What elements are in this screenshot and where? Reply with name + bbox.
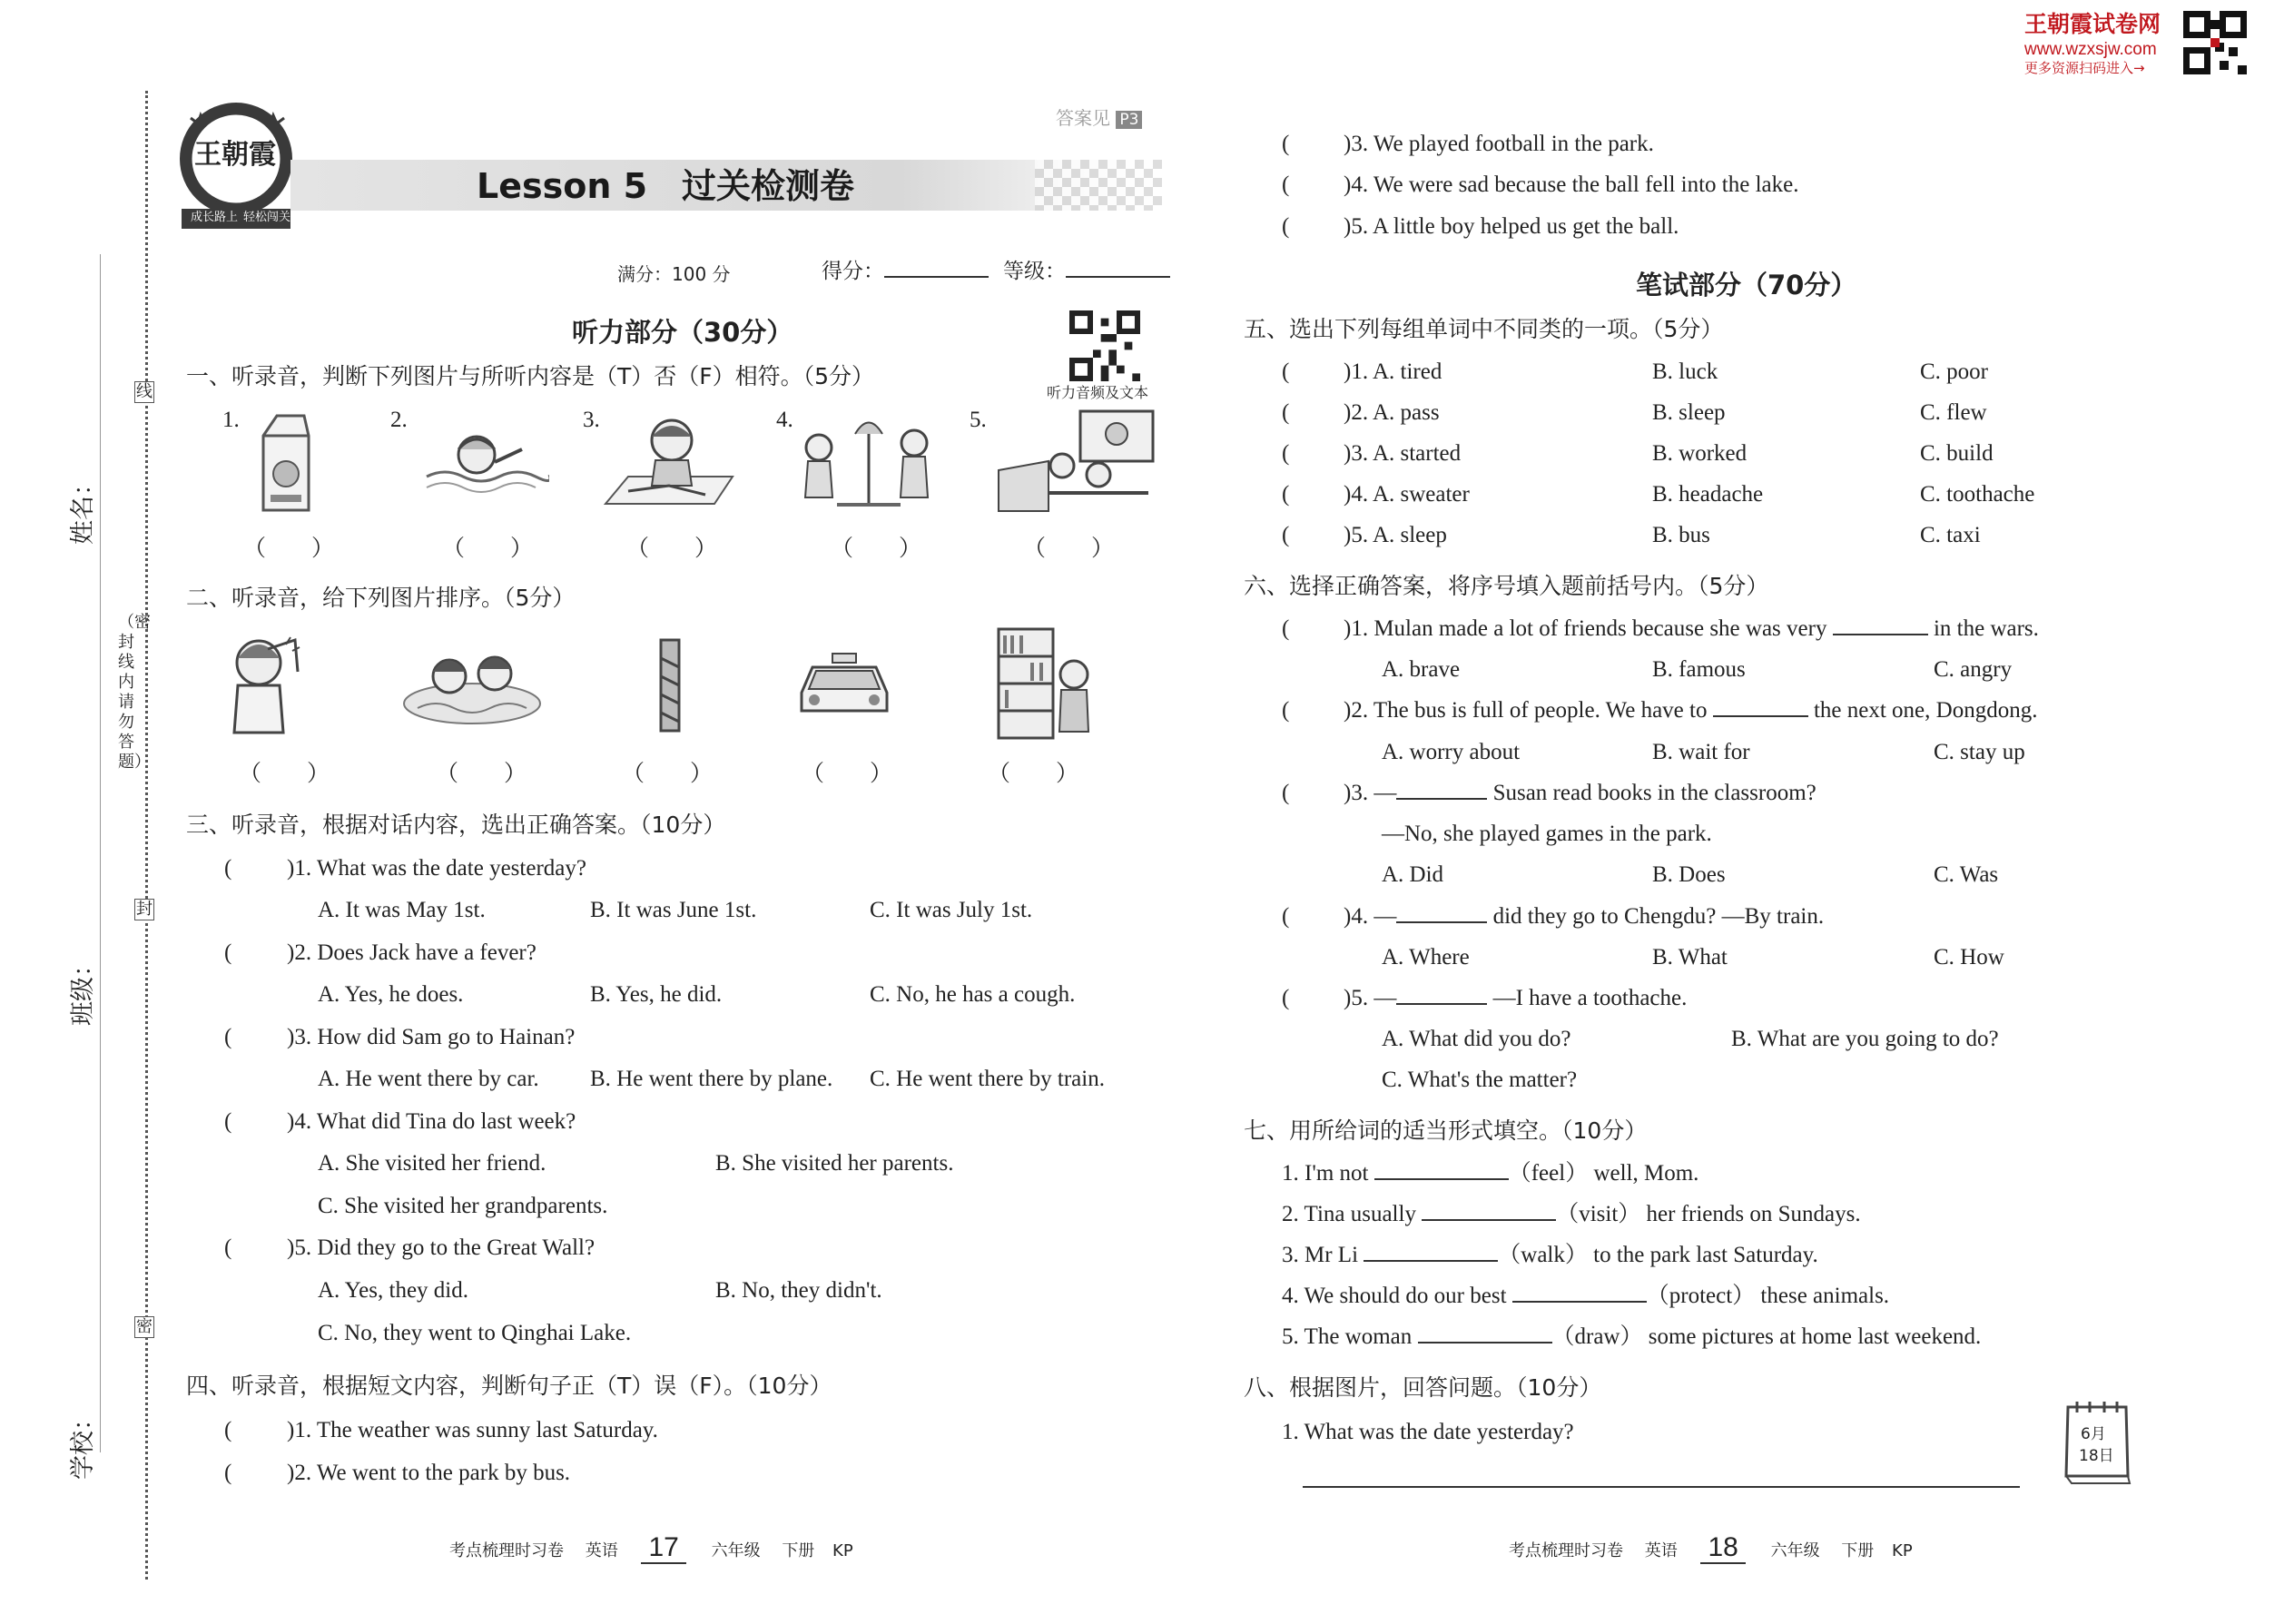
score-field[interactable] (822, 261, 989, 282)
school-label: 学校： (69, 1406, 97, 1480)
s6-q5-a[interactable]: A. What did you do? (1382, 1027, 1571, 1051)
s6-q1-stem (1344, 617, 2039, 640)
s5-r4-paren[interactable]: ( (1282, 482, 1290, 507)
s7-q4-pre: 4. We should do our best (1282, 1284, 1507, 1308)
s4-q5-paren[interactable]: ( (1282, 214, 1290, 239)
s6-q2-a[interactable]: A. worry about (1382, 740, 1521, 764)
grade-field[interactable] (1003, 261, 1170, 282)
s6-q4-c[interactable]: C. How (1934, 945, 2004, 969)
dashed-cut-line (145, 91, 148, 1580)
s7-q2-blank[interactable] (1422, 1219, 1556, 1221)
s3-q2-c[interactable]: C. No, he has a cough. (870, 982, 1076, 1007)
s6-q3-paren[interactable]: ( (1282, 781, 1290, 805)
binding-mark-secret: 密 (136, 1317, 153, 1336)
s5-r4-b[interactable]: B. headache (1652, 482, 1764, 507)
children-planting-trees-picture (792, 407, 946, 516)
s2-answer-3[interactable]: （ ） (622, 762, 714, 786)
s1-num-5: 5. (970, 408, 987, 432)
answer-ref-label: 答案见 (1056, 107, 1110, 129)
s7-q4-blank[interactable] (1512, 1301, 1647, 1303)
s3-heading: 三、听录音，根据对话内容，选出正确答案。（10分） (186, 812, 726, 838)
taxi-picture (794, 649, 894, 722)
s5-r5-b[interactable]: B. bus (1652, 523, 1710, 547)
s7-q1-pre: 1. I'm not (1282, 1161, 1369, 1186)
s6-q3-blank[interactable] (1396, 798, 1487, 800)
s6-q4-a[interactable]: A. Where (1382, 945, 1470, 969)
s6-heading: 六、选择正确答案，将序号填入题前括号内。（5分） (1244, 573, 1769, 599)
score-label: 得分： (822, 260, 884, 283)
s3-q1-c[interactable]: C. It was July 1st. (870, 898, 1033, 922)
s1-num-4: 4. (776, 408, 793, 432)
s3-q1-a[interactable]: A. It was May 1st. (318, 898, 486, 922)
footer-right-grade: 六年级 (1770, 1541, 1820, 1560)
calendar-picture (2061, 1398, 2133, 1485)
s8-q1: 1. What was the date yesterday? (1282, 1420, 1574, 1444)
s6-q2-b[interactable]: B. wait for (1652, 740, 1750, 764)
written-title: 笔试部分（70分） (1636, 270, 1857, 300)
s6-q4-b[interactable]: B. What (1652, 945, 1728, 969)
s4-q2: )2. We went to the park by bus. (287, 1461, 571, 1485)
s6-q3-stem (1344, 782, 1816, 804)
calendar-month: 6月 (2081, 1425, 2106, 1443)
logo-text: 王朝霞 (194, 139, 276, 171)
s6-q1-blank[interactable] (1833, 634, 1928, 635)
s6-q1-post: in the wars. (1933, 616, 2039, 641)
s8-answer-line[interactable] (1303, 1486, 2020, 1488)
s3-q3-b[interactable]: B. He went there by plane. (590, 1067, 833, 1091)
footer-right (1509, 1534, 1913, 1561)
s6-q5-stem (1344, 987, 1687, 1009)
milk-carton-picture (254, 408, 318, 517)
footer-right-term: 下册 (1841, 1541, 1875, 1560)
s5-r5-c[interactable]: C. taxi (1920, 523, 1981, 547)
footer-left (449, 1534, 853, 1561)
s5-heading: 五、选出下列每组单词中不同类的一项。（5分） (1244, 316, 1724, 342)
s3-q4-c[interactable]: C. She visited her grandparents. (318, 1194, 608, 1218)
students-in-classroom-picture (994, 407, 1157, 516)
s5-r1-a[interactable]: )1. A. tired (1344, 359, 1442, 384)
children-swimming-picture (399, 635, 545, 731)
s8-heading: 八、根据图片，回答问题。（10分） (1244, 1374, 1602, 1401)
s6-q5-b[interactable]: B. What are you going to do? (1731, 1027, 1999, 1051)
s1-answer-3[interactable]: （ ） (626, 536, 718, 561)
s6-q5-c[interactable]: C. What's the matter? (1382, 1068, 1578, 1092)
s4-q4: )4. We were sad because the ball fell into the lake. (1344, 172, 1799, 197)
s5-r5-paren[interactable]: ( (1282, 523, 1290, 547)
s6-q2-stem (1344, 699, 2037, 722)
s3-q2-a[interactable]: A. Yes, he does. (318, 982, 464, 1007)
s6-q1-pre: )1. Mulan made a lot of friends because she was very (1344, 616, 1827, 641)
s3-q3-a[interactable]: A. He went there by car. (318, 1067, 539, 1091)
name-label: 姓名： (69, 471, 97, 545)
footer-right-series: 考点梳理时习卷 (1509, 1541, 1623, 1560)
s1-answer-2[interactable]: （ ） (442, 536, 534, 561)
s6-q5-post: —I have a toothache. (1492, 986, 1688, 1010)
s6-q2-pre: )2. The bus is full of people. We have to (1344, 698, 1708, 723)
s2-answer-4[interactable]: （ ） (802, 762, 893, 786)
logo-motto-left: 成长路上 (191, 211, 239, 224)
s2-answer-2[interactable]: （ ） (436, 762, 527, 786)
s4-q1-paren[interactable]: ( (224, 1418, 232, 1442)
s3-q3-paren[interactable]: ( (224, 1025, 232, 1049)
s5-r2-a[interactable]: )2. A. pass (1344, 400, 1440, 425)
s5-r3-b[interactable]: B. worked (1652, 441, 1748, 466)
footer-right-subject: 英语 (1644, 1541, 1678, 1560)
s6-q4-stem (1344, 905, 1824, 928)
s2-answer-1[interactable]: （ ） (239, 762, 330, 786)
s6-q3-b[interactable]: B. Does (1652, 862, 1726, 887)
s6-q3-reply: —No, she played games in the park. (1382, 822, 1712, 846)
s6-q5-paren[interactable]: ( (1282, 986, 1290, 1010)
s6-q2-post: the next one, Dongdong. (1813, 698, 2038, 723)
logo-motto-right: 轻松闯关 (243, 211, 291, 224)
s6-q1-c[interactable]: C. angry (1934, 657, 2013, 682)
s4-q1: )1. The weather was sunny last Saturday. (287, 1418, 658, 1442)
s3-q4-paren[interactable]: ( (224, 1109, 232, 1134)
girl-with-headache-picture (218, 631, 309, 735)
s1-num-2: 2. (390, 408, 408, 432)
s7-q5-blank[interactable] (1418, 1342, 1552, 1343)
s6-q3-c[interactable]: C. Was (1934, 862, 1999, 887)
s3-q5-c[interactable]: C. No, they went to Qinghai Lake. (318, 1321, 632, 1345)
s1-answer-5[interactable]: （ ） (1023, 536, 1115, 561)
s3-q1-stem: )1. What was the date yesterday? (287, 856, 586, 881)
s3-q5-b[interactable]: B. No, they didn't. (715, 1278, 882, 1303)
s6-q3-post: Susan read books in the classroom? (1492, 781, 1816, 805)
s5-r3-c[interactable]: C. build (1920, 441, 1994, 466)
s5-r2-c[interactable]: C. flew (1920, 400, 1987, 425)
s3-q5-paren[interactable]: ( (224, 1235, 232, 1260)
s4-q4-paren[interactable]: ( (1282, 172, 1290, 197)
brand-site-tip: 更多资源扫码进入→ (2024, 60, 2145, 76)
s7-q3-pre: 3. Mr Li (1282, 1243, 1359, 1267)
score-blank[interactable] (884, 276, 989, 278)
s3-q2-b[interactable]: B. Yes, he did. (590, 982, 723, 1007)
s1-answer-4[interactable]: （ ） (831, 536, 922, 561)
s5-r4-a[interactable]: )4. A. sweater (1344, 482, 1470, 507)
s6-q2-paren[interactable]: ( (1282, 698, 1290, 723)
grade-label: 等级： (1003, 260, 1066, 283)
s3-q4-b[interactable]: B. She visited her parents. (715, 1151, 954, 1176)
brand-site-name: 王朝霞试卷网 (2024, 11, 2161, 37)
s5-r1-b[interactable]: B. luck (1652, 359, 1718, 384)
s7-q2-pre: 2. Tina usually (1282, 1202, 1416, 1226)
s6-q2-blank[interactable] (1713, 715, 1808, 717)
s3-q5-a[interactable]: A. Yes, they did. (318, 1278, 468, 1303)
s7-q5 (1282, 1325, 1981, 1348)
s7-q4-post: （protect） these animals. (1646, 1284, 1890, 1308)
s3-q2-stem: )2. Does Jack have a fever? (287, 940, 537, 965)
s3-q1-b[interactable]: B. It was June 1st. (590, 898, 757, 922)
dragon-totem-picture (652, 635, 688, 735)
s7-q1-blank[interactable] (1374, 1178, 1509, 1180)
brand-site-url: www.wzxsjw.com (2024, 40, 2157, 59)
s4-q3: )3. We played football in the park. (1344, 132, 1654, 156)
s7-q5-post: （draw） some pictures at home last weekend. (1551, 1324, 1982, 1349)
listening-title: 听力部分（30分） (572, 317, 793, 348)
s4-q3-paren[interactable]: ( (1282, 132, 1290, 156)
s3-q4-a[interactable]: A. She visited her friend. (318, 1151, 546, 1176)
s6-q4-paren[interactable]: ( (1282, 904, 1290, 929)
s7-q3 (1282, 1244, 1818, 1266)
s7-q5-pre: 5. The woman (1282, 1324, 1413, 1349)
class-label: 班级： (69, 952, 97, 1026)
s5-r2-paren[interactable]: ( (1282, 400, 1290, 425)
answer-ref-page: P3 (1116, 111, 1142, 129)
page-title: Lesson 5 过关检测卷 (477, 166, 855, 206)
brand-qr-code[interactable] (2183, 11, 2247, 74)
s1-answer-1[interactable]: （ ） (243, 536, 335, 561)
s1-heading: 一、听录音，判断下列图片与所听内容是（T）否（F）相符。（5分） (186, 363, 875, 389)
s6-q4-blank[interactable] (1396, 921, 1487, 923)
s6-q4-post: did they go to Chengdu? —By train. (1492, 904, 1825, 929)
s3-q1-paren[interactable]: ( (224, 856, 232, 881)
swimming-child-picture (422, 422, 549, 504)
title-banner-checker (1035, 160, 1162, 211)
binding-mark-line: 线 (136, 382, 153, 401)
brand-block (2020, 7, 2283, 80)
s7-q1-post: （feel） well, Mom. (1508, 1161, 1699, 1186)
s5-r5-a[interactable]: )5. A. sleep (1344, 523, 1447, 547)
s6-q1-paren[interactable]: ( (1282, 616, 1290, 641)
boy-at-bookshelf-picture (994, 625, 1094, 743)
s2-answer-5[interactable]: （ ） (988, 762, 1079, 786)
s2-heading: 二、听录音，给下列图片排序。（5分） (186, 585, 576, 611)
s6-q3-a[interactable]: A. Did (1382, 862, 1444, 887)
s5-r2-b[interactable]: B. sleep (1652, 400, 1726, 425)
s7-q3-blank[interactable] (1364, 1260, 1498, 1262)
s7-q1 (1282, 1162, 1698, 1185)
s3-q2-paren[interactable]: ( (224, 940, 232, 965)
binding-rule (100, 254, 101, 1452)
s3-q3-c[interactable]: C. He went there by train. (870, 1067, 1105, 1091)
binding-strip (54, 91, 163, 1580)
audio-qr-icon[interactable] (1069, 310, 1140, 381)
footer-left-subject: 英语 (585, 1541, 618, 1560)
footer-left-edition: KP (832, 1541, 853, 1560)
s4-heading: 四、听录音，根据短文内容，判断句子正（T）误（F）。（10分） (186, 1373, 832, 1399)
s3-q4-stem: )4. What did Tina do last week? (287, 1109, 576, 1134)
s7-q2-post: （visit） her friends on Sundays. (1556, 1202, 1861, 1226)
s5-r4-c[interactable]: C. toothache (1920, 482, 2035, 507)
footer-left-term: 下册 (782, 1541, 815, 1560)
s6-q1-a[interactable]: A. brave (1382, 657, 1461, 682)
footer-left-series: 考点梳理时习卷 (449, 1541, 564, 1560)
s7-heading: 七、用所给词的适当形式填空。（10分） (1244, 1117, 1648, 1144)
full-score: 满分：100 分 (617, 263, 731, 285)
s7-q4 (1282, 1284, 1889, 1307)
s6-q2-c[interactable]: C. stay up (1934, 740, 2025, 764)
s5-r1-paren[interactable]: ( (1282, 359, 1290, 384)
s6-q1-b[interactable]: B. famous (1652, 657, 1746, 682)
footer-right-page: 18 (1700, 1532, 1745, 1564)
footer-right-edition: KP (1892, 1541, 1913, 1560)
s5-r3-paren[interactable]: ( (1282, 441, 1290, 466)
footer-left-grade: 六年级 (711, 1541, 761, 1560)
s1-num-3: 3. (583, 408, 600, 432)
s7-q2 (1282, 1203, 1861, 1225)
s5-r3-a[interactable]: )3. A. started (1344, 441, 1462, 466)
binding-mark-seal: 封 (136, 900, 153, 919)
binding-notice: （密封线内请勿答题） (118, 613, 151, 772)
footer-left-page: 17 (641, 1532, 685, 1564)
s4-q2-paren[interactable]: ( (224, 1461, 232, 1485)
answer-ref (1056, 109, 1142, 128)
s6-q5-blank[interactable] (1396, 1003, 1487, 1005)
s6-q3-pre: )3. — (1344, 781, 1397, 805)
grade-blank[interactable] (1066, 276, 1170, 278)
s1-num-1: 1. (222, 408, 240, 432)
s7-q3-post: （walk） to the park last Saturday. (1498, 1243, 1818, 1267)
s3-q5-stem: )5. Did they go to the Great Wall? (287, 1235, 596, 1260)
s4-q5: )5. A little boy helped us get the ball. (1344, 214, 1679, 239)
s6-q5-pre: )5. — (1344, 986, 1397, 1010)
logo (163, 91, 309, 236)
s6-q4-pre: )4. — (1344, 904, 1397, 929)
s5-r1-c[interactable]: C. poor (1920, 359, 1988, 384)
s3-q3-stem: )3. How did Sam go to Hainan? (287, 1025, 576, 1049)
child-building-model-picture (601, 413, 737, 513)
qr-caption: 听力音频及文本 (1047, 384, 1149, 401)
calendar-day: 18日 (2079, 1447, 2114, 1465)
